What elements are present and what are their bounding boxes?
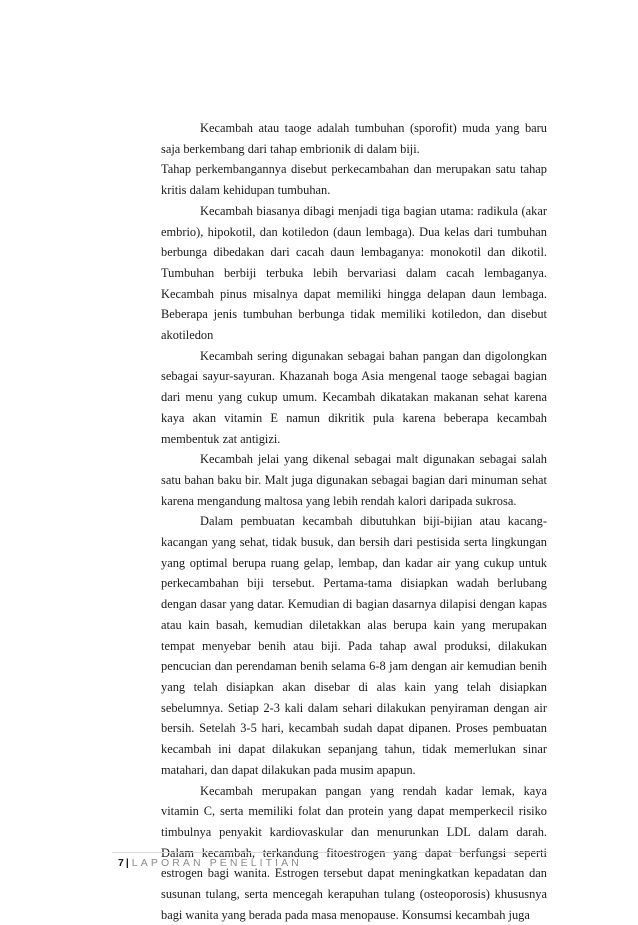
paragraph-bagian-kecambah: Kecambah biasanya dibagi menjadi tiga bagian utama: radikula (akar embrio), hipokotil, dan kotiledon (daun lembaga). Dua kelas dari tumbuhan berbunga dibedakan dari cacah daun lembaganya: monokotil dan dikotil. Tumbuhan berbiji terbuka lebih bervariasi dalam cacah lembaganya. Kecambah pinus misalnya dapat memiliki hingga delapan daun lembaga. Beberapa jenis tumbuhan berbunga tidak memiliki kotiledon, dan disebut akotiledon [161, 201, 547, 346]
footer-separator: | [126, 857, 129, 869]
paragraph-malt: Kecambah jelai yang dikenal sebagai malt digunakan sebagai salah satu bahan baku bir. Malt juga digunakan sebagai bagian dari minuman sehat karena mengandung maltosa yang lebih rendah kalori daripada sukrosa. [161, 449, 547, 511]
body-text [161, 118, 547, 925]
footer-divider [112, 852, 548, 853]
page-footer [118, 856, 302, 870]
paragraph-perkecambahan: Tahap perkembangannya disebut perkecambahan dan merupakan satu tahap kritis dalam kehidupan tumbuhan. [161, 159, 547, 200]
paragraph-manfaat: Kecambah merupakan pangan yang rendah kadar lemak, kaya vitamin C, serta memiliki folat dan protein yang dapat memperkecil risiko timbulnya penyakit kardiovaskular dan menurunkan LDL dalam darah. Dalam kecambah, terkandung fitoestrogen yang dapat berfungsi seperti estrogen bagi wanita. Estrogen tersebut dapat meningkatkan kepadatan dan susunan tulang, serta mencegah kerapuhan tulang (osteoporosis) khususnya bagi wanita yang berada pada masa menopause. Konsumsi kecambah juga [161, 781, 547, 925]
paragraph-pembuatan: Dalam pembuatan kecambah dibutuhkan biji-bijian atau kacang-kacangan yang sehat, tidak busuk, dan bersih dari pestisida serta lingkungan yang optimal berupa ruang gelap, lembap, dan kadar air yang cukup untuk perkecambahan biji tersebut. Pertama-tama disiapkan wadah berlubang dengan dasar yang datar. Kemudian di bagian dasarnya dilapisi dengan kapas atau kain basah, kemudian diletakkan alas berupa kain yang merupakan tempat menyebar benih atau biji. Pada tahap awal produksi, dilakukan pencucian dan perendaman benih selama 6-8 jam dengan air kemudian benih yang telah disiapkan akan disebar di alas kain yang telah disiapkan sebelumnya. Setiap 2-3 kali dalam sehari dilakukan penyiraman dengan air bersih. Setelah 3-5 hari, kecambah sudah dapat dipanen. Proses pembuatan kecambah ini dapat dilakukan sepanjang tahun, tidak memerlukan sinar matahari, dan dapat dilakukan pada musim apapun. [161, 511, 547, 780]
paragraph-kecambah-definition: Kecambah atau taoge adalah tumbuhan (sporofit) muda yang baru saja berkembang dari tahap embrionik di dalam biji. [161, 118, 547, 159]
running-title: LAPORAN PENELITIAN [132, 857, 302, 869]
page-number: 7 [118, 857, 124, 869]
paragraph-bahan-pangan: Kecambah sering digunakan sebagai bahan pangan dan digolongkan sebagai sayur-sayuran. Khazanah boga Asia mengenal taoge sebagai bagian dari menu yang cukup umum. Kecambah dikatakan makanan sehat karena kaya akan vitamin E namun dikritik pula karena beberapa kecambah membentuk zat antigizi. [161, 346, 547, 450]
